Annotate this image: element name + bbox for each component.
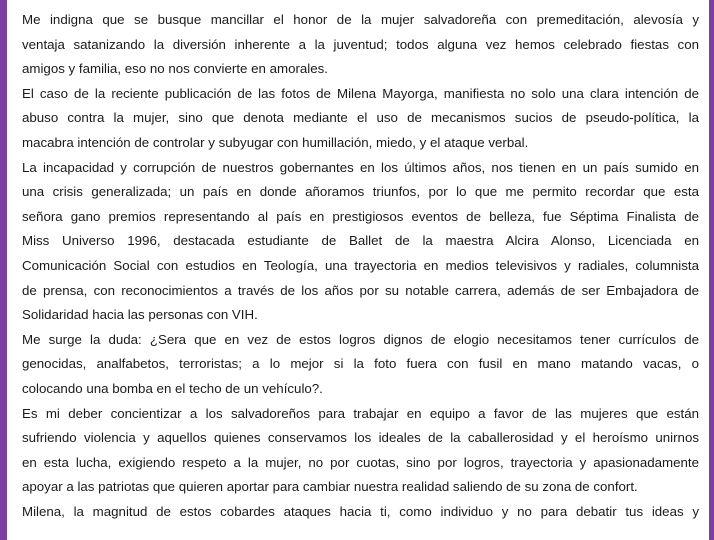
text-line: colocando una bomba en el techo de un vehículo?. — [22, 380, 323, 396]
text-line: amigos y familia, eso no nos convierte en amorales. — [22, 61, 328, 77]
text-line: macabra intención de controlar y subyugar con humillación, miedo, y el ataque verbal. — [22, 134, 529, 150]
text-line: genocidas, analfabetos, terroristas; a lo mejor si la foto fuera con fusil en mano matando vacas, o — [22, 356, 699, 372]
text-line: una crisis generalizada; un país en donde añoramos triunfos, por lo que me permito recordar que esta — [22, 184, 699, 200]
paragraph-1 — [22, 8, 699, 82]
paragraph-2 — [22, 82, 699, 156]
text-line: Comunicación Social con estudios en Teología, una trayectoria en medios televisivos y radiales, columnista — [22, 257, 699, 273]
text-line: ventaja satanizando la diversión inherente a la juventud; todos alguna vez hemos celebrado fiestas con — [22, 36, 699, 52]
text-line: Milena, la magnitud de estos cobardes ataques hacia ti, como individuo y no para debatir tus ideas y — [22, 503, 699, 519]
paragraph-6 — [22, 500, 699, 525]
text-line: El caso de la reciente publicación de las fotos de Milena Mayorga, manifiesta no solo una clara intención de — [22, 85, 699, 101]
text-line: sufriendo violencia y aquellos quienes conservamos los ideales de la caballerosidad y el heroísmo unirnos — [22, 430, 699, 446]
text-line: apoyar a las patriotas que quieren aportar para cambiar nuestra realidad saliendo de su zona de confort. — [22, 479, 638, 495]
text-line: de prensa, con reconocimientos a través de los años por su notable carrera, además de ser Embajadora de — [22, 282, 699, 298]
text-line: abuso contra la mujer, sino que denota mediante el uso de mecanismos sucios de pseudo-política, la — [22, 110, 699, 126]
text-line: Es mi deber concientizar a los salvadoreños para trabajar en equipo a favor de las mujeres que están — [22, 405, 699, 421]
text-line: Solidaridad hacia las personas con VIH. — [22, 307, 258, 323]
text-line: Me surge la duda: ¿Sera que en vez de estos logros dignos de elogio necesitamos tener currículos de — [22, 331, 699, 347]
paragraph-4 — [22, 328, 699, 402]
paragraph-5 — [22, 402, 699, 500]
text-line: Miss Universo 1996, destacada estudiante de Ballet de la maestra Alcira Alonso, Licenciada en — [22, 233, 699, 249]
text-line: en esta lucha, exigiendo respeto a la mujer, no por cuotas, sino por logros, trayectoria y apasionadamente — [22, 454, 699, 470]
left-purple-border — [0, 0, 7, 540]
right-purple-border — [709, 0, 714, 540]
text-line: La incapacidad y corrupción de nuestros gobernantes en los últimos años, nos tienen en un país sumido en — [22, 159, 699, 175]
text-line: Me indigna que se busque mancillar el honor de la mujer salvadoreña con premeditación, alevosía y — [22, 12, 699, 27]
text-line: señora gano premios representando al país en prestigiosos eventos de belleza, fue Séptima Finalista de — [22, 208, 699, 224]
paragraph-3 — [22, 156, 699, 328]
document-body — [22, 8, 699, 524]
